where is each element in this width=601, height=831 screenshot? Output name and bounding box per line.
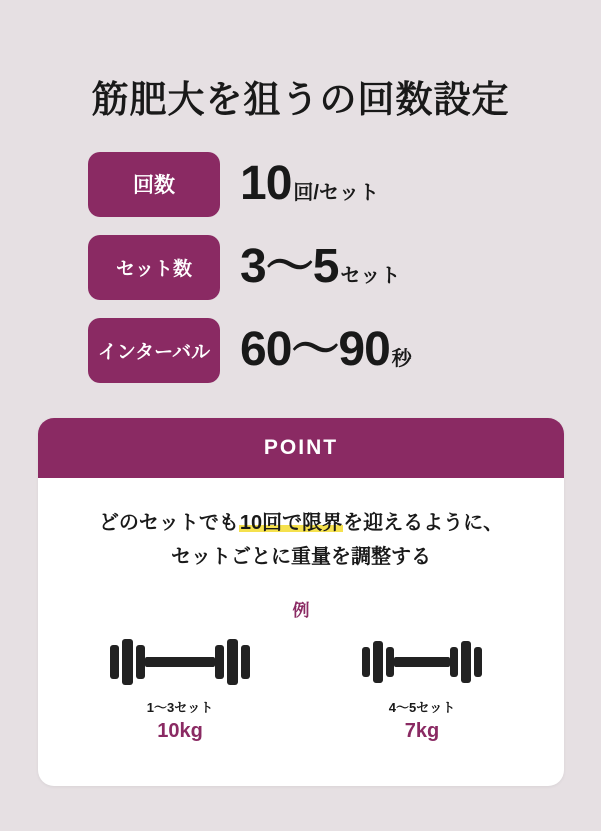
example-weight-1: 10kg bbox=[157, 720, 203, 742]
dumbbell-icon bbox=[334, 633, 510, 691]
page-title: 筋肥大を狙うの回数設定 bbox=[91, 78, 510, 120]
spec-value-reps bbox=[240, 157, 379, 210]
example-weight-2: 7kg bbox=[404, 720, 440, 742]
point-text-highlight: 10回で限界 bbox=[239, 512, 343, 534]
dumbbell-icon bbox=[92, 633, 268, 691]
example-label: 例 bbox=[292, 601, 310, 620]
point-card-heading: POINT bbox=[38, 418, 564, 478]
spec-label-reps: 回数 bbox=[88, 152, 220, 217]
example-item-1 bbox=[92, 633, 268, 743]
spec-row-sets bbox=[88, 228, 528, 306]
point-text-line-1 bbox=[58, 506, 544, 540]
spec-label-sets: セット数 bbox=[88, 235, 220, 300]
example-caption-2: 4〜5セット bbox=[388, 700, 456, 715]
point-text-pre: どのセットでも bbox=[98, 512, 239, 534]
spec-value-sets bbox=[240, 240, 401, 293]
example-item-2 bbox=[334, 633, 510, 743]
example-caption-1: 1〜3セット bbox=[146, 700, 214, 715]
spec-row-reps bbox=[88, 145, 528, 223]
point-text-line-2: セットごとに重量を調整する bbox=[171, 546, 431, 568]
spec-row-interval bbox=[88, 311, 528, 389]
spec-unit-sets: セット bbox=[340, 265, 401, 287]
point-card-body bbox=[38, 478, 564, 743]
point-card bbox=[38, 418, 564, 786]
spec-label-interval: インターバル bbox=[88, 318, 220, 383]
spec-unit-reps: 回/セット bbox=[293, 182, 379, 204]
example-group bbox=[58, 633, 544, 743]
spec-number-reps: 10 bbox=[240, 157, 292, 210]
point-text-post: を迎えるように、 bbox=[343, 512, 504, 534]
spec-list bbox=[88, 145, 528, 394]
spec-number-sets: 3〜5 bbox=[240, 240, 339, 293]
spec-value-interval bbox=[240, 323, 412, 376]
spec-unit-interval: 秒 bbox=[391, 348, 412, 370]
spec-number-interval: 60〜90 bbox=[240, 323, 390, 376]
